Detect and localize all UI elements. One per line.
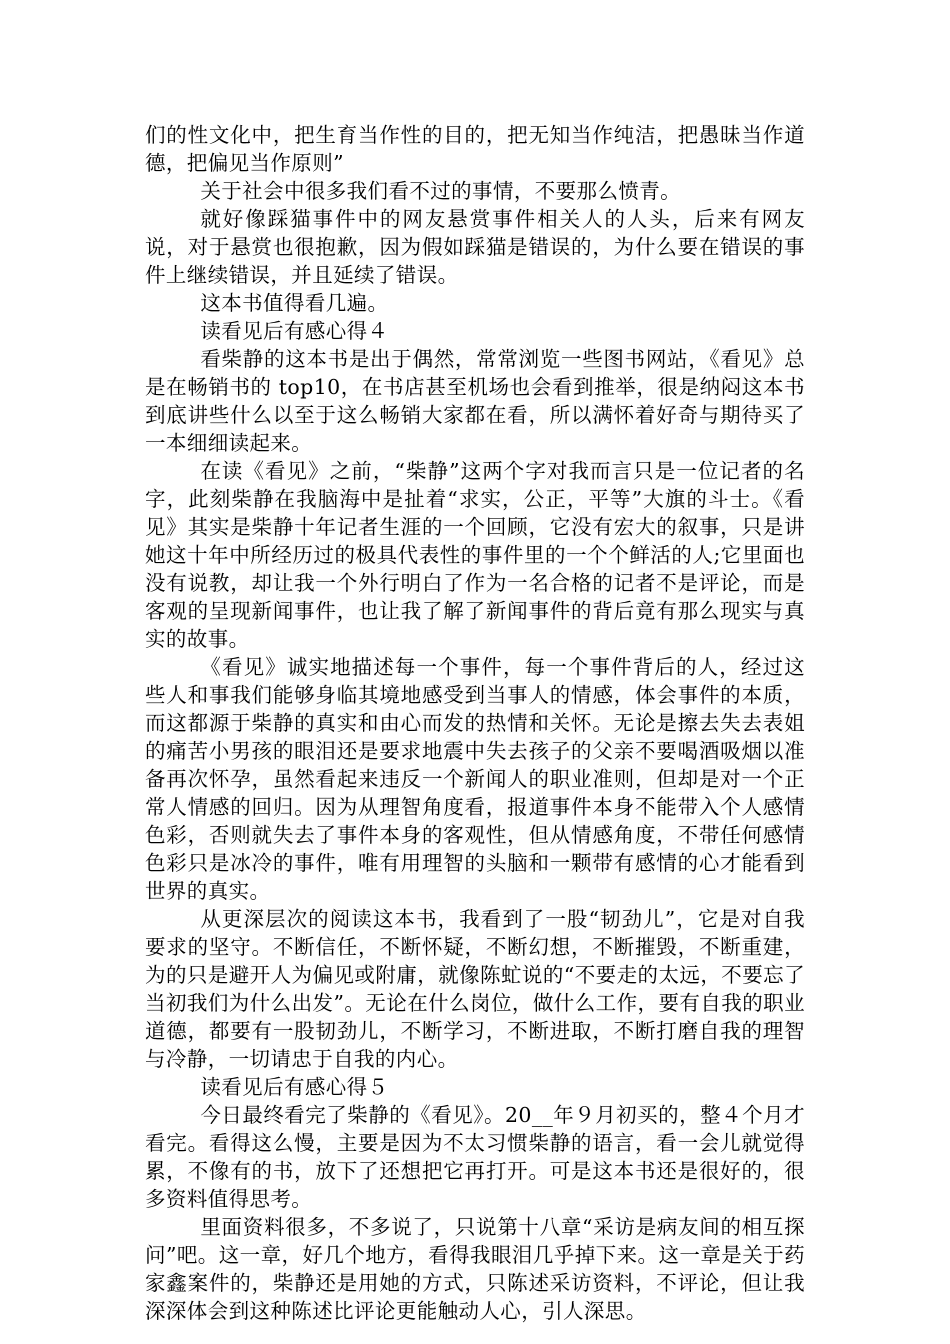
paragraph: 关于社会中很多我们看不过的事情，不要那么愤青。	[200, 179, 682, 203]
paragraph: 就好像踩猫事件中的网友悬赏事件相关人的人头，后来有网友说，对于悬赏也很抱歉，因为假如踩猫是错误的，为什么要在错误的事件上继续错误，并且延续了错误。	[145, 207, 805, 287]
section-heading: 读看见后有感心得４	[200, 319, 389, 343]
paragraph: 这本书值得看几遍。	[200, 291, 389, 315]
paragraph: 们的性文化中，把生育当作性的目的，把无知当作纯洁，把愚昧当作道德，把偏见当作原则”	[145, 123, 805, 175]
paragraph: 里面资料很多，不多说了，只说第十八章“采访是病友间的相互探问”吧。这一章，好几个地方，看得我眼泪几乎掉下来。这一章是关于药家鑫案件的，柴静还是用她的方式，只陈述采访资料，不评论，但让我深深体会到这种陈述比评论更能触动人心，引人深思。	[145, 1215, 805, 1323]
paragraph: 《看见》诚实地描述每一个事件，每一个事件背后的人，经过这些人和事我们能够身临其境地感受到当事人的情感，体会事件的本质，而这都源于柴静的真实和由心而发的热情和关怀。无论是擦去失去表姐的痛苦小男孩的眼泪还是要求地震中失去孩子的父亲不要喝酒吸烟以准备再次怀孕，虽然看起来违反一个新闻人的职业准则，但却是对一个正常人情感的回归。因为从理智角度看，报道事件本身不能带入个人感情色彩，否则就失去了事件本身的客观性，但从情感角度，不带任何感情色彩只是冰冷的事件，唯有用理智的头脑和一颗带有感情的心才能看到世界的真实。	[145, 655, 805, 903]
paragraph: 看柴静的这本书是出于偶然，常常浏览一些图书网站，《看见》总是在畅销书的 top10，在书店甚至机场也会看到推举，很是纳闷这本书到底讲些什么以至于这么畅销大家都在看，所以满怀着好奇与期待买了一本细细读起来。	[145, 347, 805, 455]
paragraph: 今日最终看完了柴静的《看见》。20__年９月初买的，整４个月才看完。看得这么慢，主要是因为不太习惯柴静的语言，看一会儿就觉得累，不像有的书，放下了还想把它再打开。可是这本书还是很好的，很多资料值得思考。	[145, 1103, 805, 1211]
section-heading: 读看见后有感心得５	[200, 1075, 389, 1099]
paragraph: 在读《看见》之前，“柴静”这两个字对我而言只是一位记者的名字，此刻柴静在我脑海中是扯着“求实，公正，平等”大旗的斗士。《看见》其实是柴静十年记者生涯的一个回顾，它没有宏大的叙事，只是讲她这十年中所经历过的极具代表性的事件里的一个个鲜活的人;它里面也没有说教，却让我一个外行明白了作为一名合格的记者不是评论，而是客观的呈现新闻事件，也让我了解了新闻事件的背后竟有那么现实与真实的故事。	[145, 459, 805, 651]
paragraph: 从更深层次的阅读这本书，我看到了一股“韧劲儿”，它是对自我要求的坚守。不断信任，不断怀疑，不断幻想，不断摧毁，不断重建，为的只是避开人为偏见或附庸，就像陈虻说的“不要走的太远，不要忘了当初我们为什么出发”。无论在什么岗位，做什么工作，要有自我的职业道德，都要有一股韧劲儿，不断学习，不断进取，不断打磨自我的理智与冷静，一切请忠于自我的内心。	[145, 907, 805, 1071]
document-page	[145, 121, 805, 1325]
